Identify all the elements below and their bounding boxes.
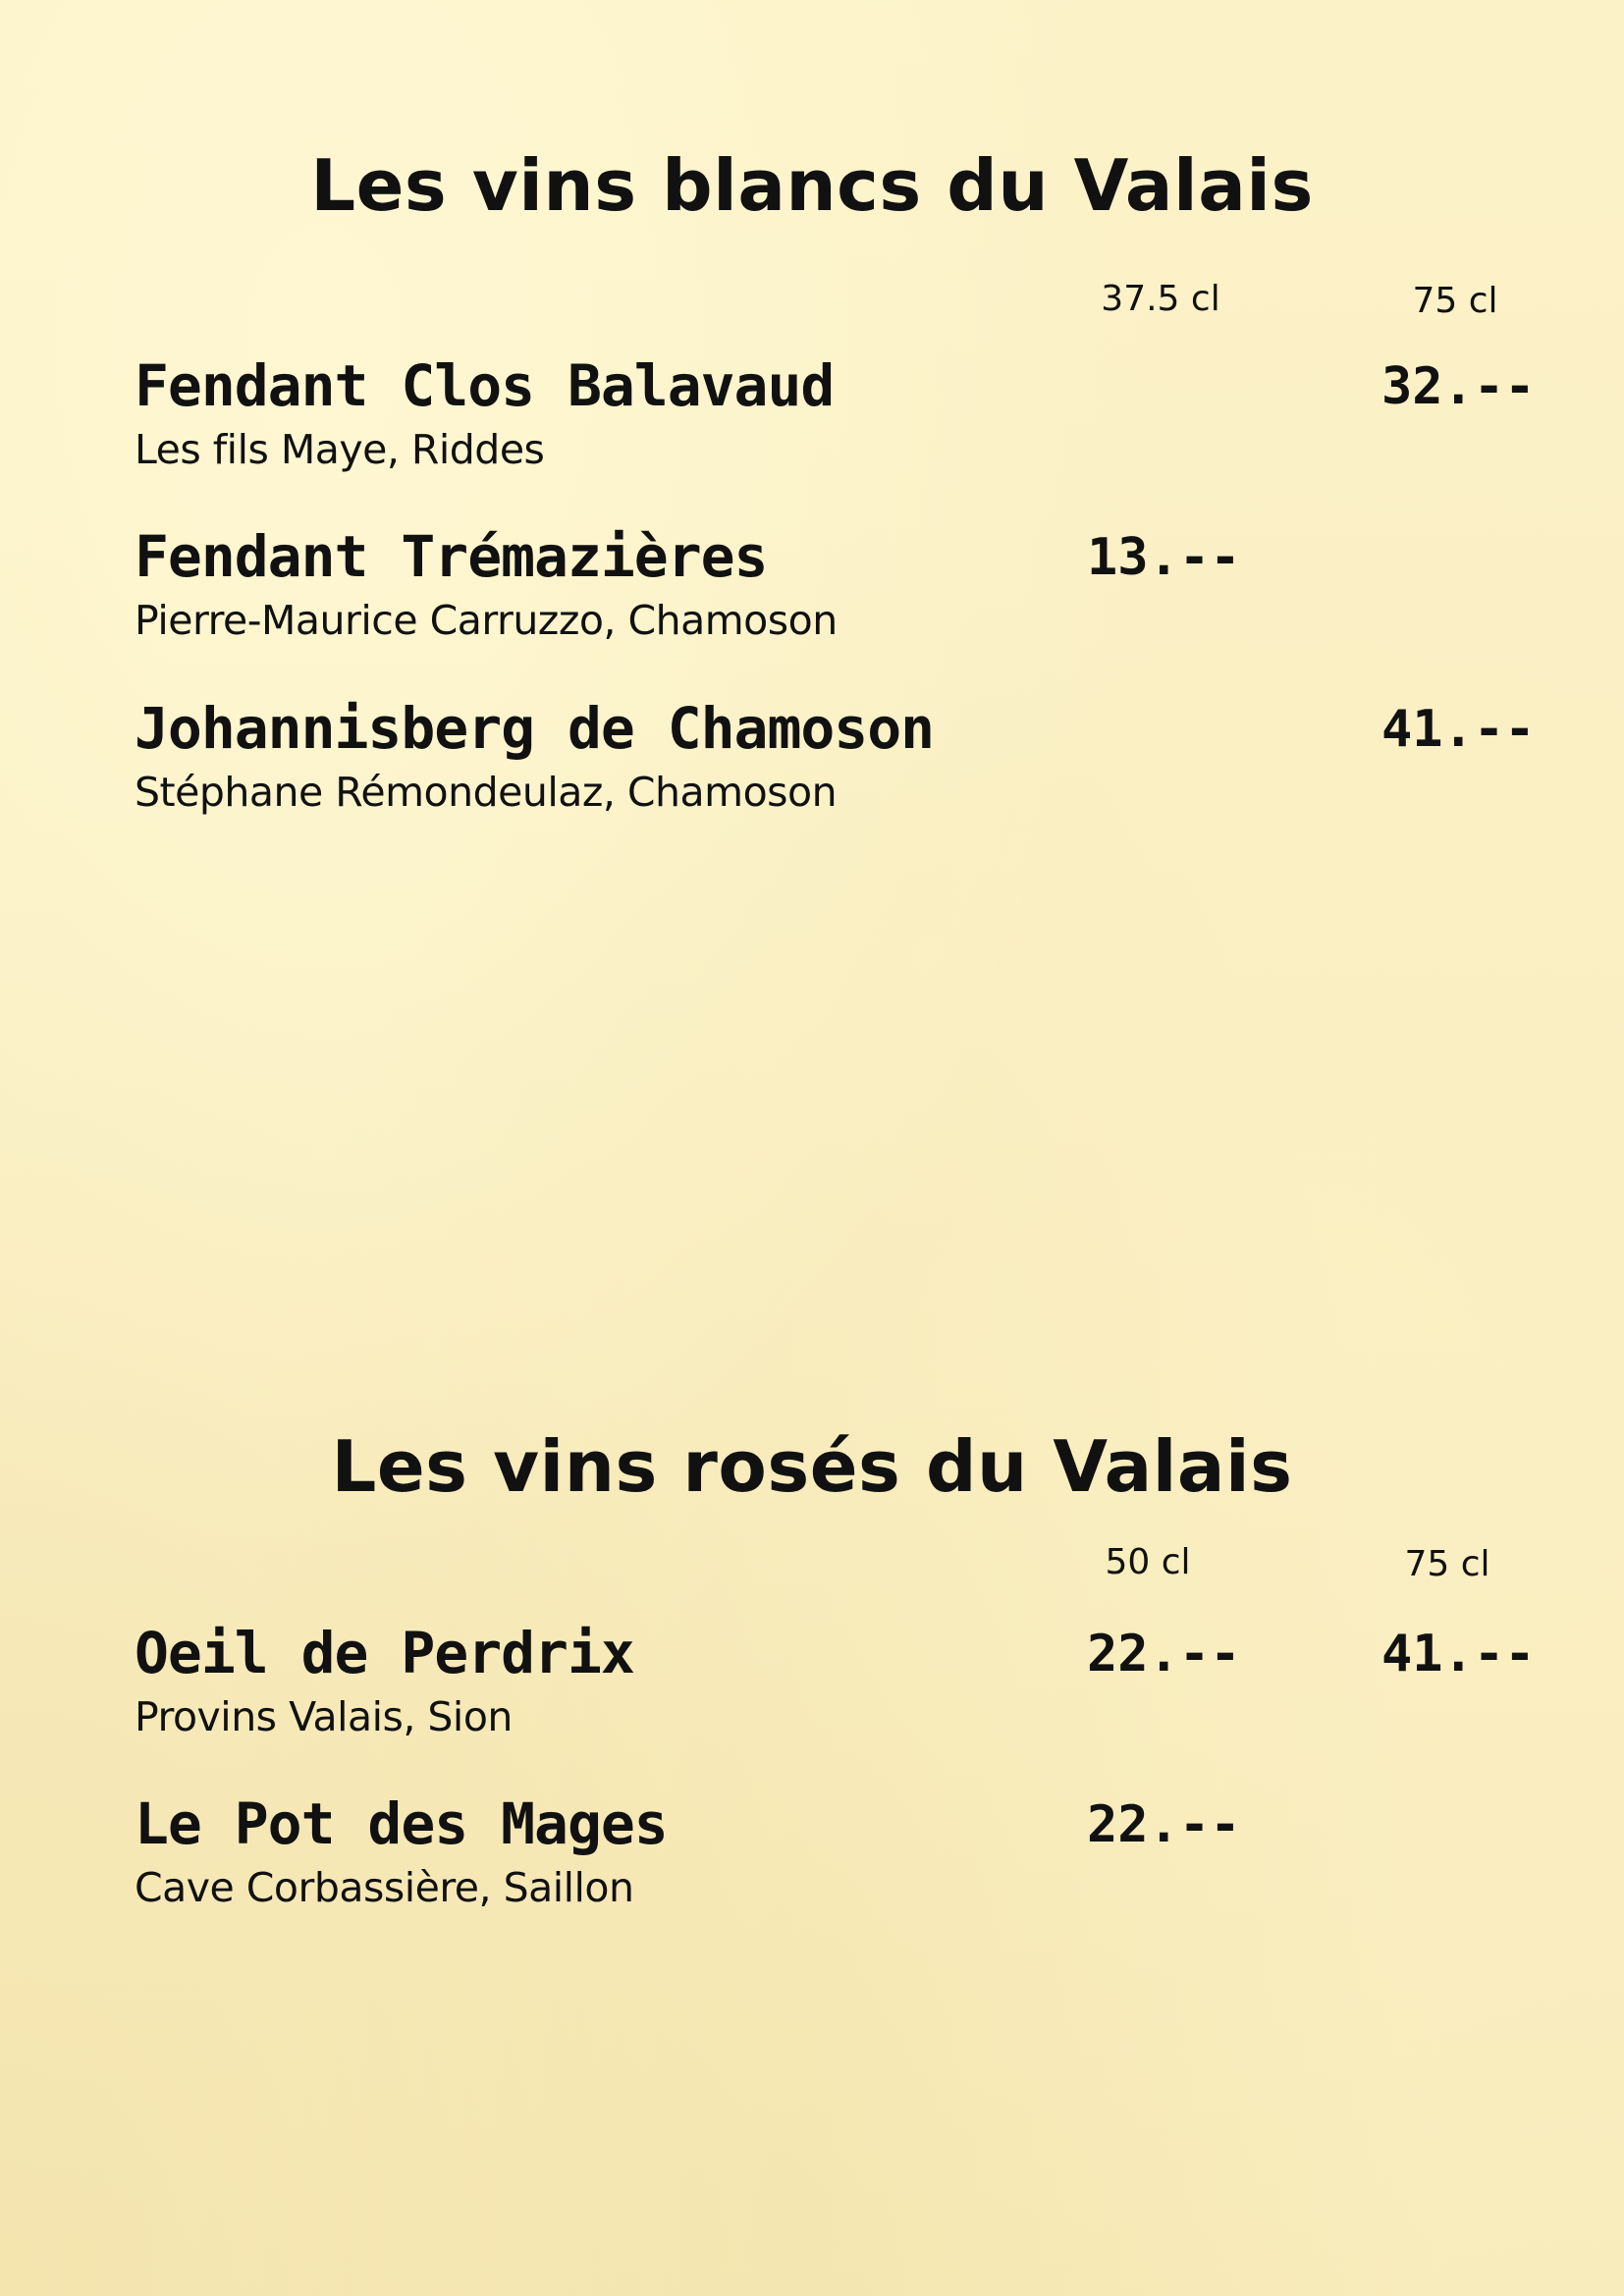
volume-label-50cl: 50 cl <box>1105 1542 1191 1582</box>
wine-item <box>135 1790 1509 1911</box>
wine-name: Johannisberg de Chamoson <box>135 695 935 762</box>
wine-price-small: 22.-- <box>1087 1795 1241 1854</box>
wine-producer: Les fils Maye, Riddes <box>135 426 545 473</box>
wine-item <box>135 1620 1509 1740</box>
volume-label-75cl: 75 cl <box>1412 281 1498 321</box>
wine-name: Le Pot des Mages <box>135 1790 668 1857</box>
volume-label-37-5cl: 37.5 cl <box>1101 279 1220 319</box>
wine-name: Fendant Trémazières <box>135 523 768 590</box>
wine-producer: Stéphane Rémondeulaz, Chamoson <box>135 769 838 816</box>
wine-item <box>135 352 1509 473</box>
wine-item <box>135 695 1509 816</box>
volume-label-75cl: 75 cl <box>1404 1544 1490 1584</box>
wine-price-small: 13.-- <box>1087 528 1241 587</box>
wine-price-large: 41.-- <box>1381 1625 1536 1683</box>
section-title-rose-wines: Les vins rosés du Valais <box>331 1425 1293 1508</box>
wine-price-large: 41.-- <box>1381 700 1536 759</box>
wine-producer: Provins Valais, Sion <box>135 1693 513 1740</box>
wine-producer: Cave Corbassière, Saillon <box>135 1864 634 1911</box>
section-title-white-wines: Les vins blancs du Valais <box>310 144 1314 227</box>
wine-producer: Pierre-Maurice Carruzzo, Chamoson <box>135 597 838 644</box>
wine-name: Oeil de Perdrix <box>135 1620 634 1686</box>
wine-name: Fendant Clos Balavaud <box>135 352 835 419</box>
wine-item <box>135 523 1509 644</box>
wine-price-small: 22.-- <box>1087 1625 1241 1683</box>
wine-price-large: 32.-- <box>1381 357 1536 416</box>
